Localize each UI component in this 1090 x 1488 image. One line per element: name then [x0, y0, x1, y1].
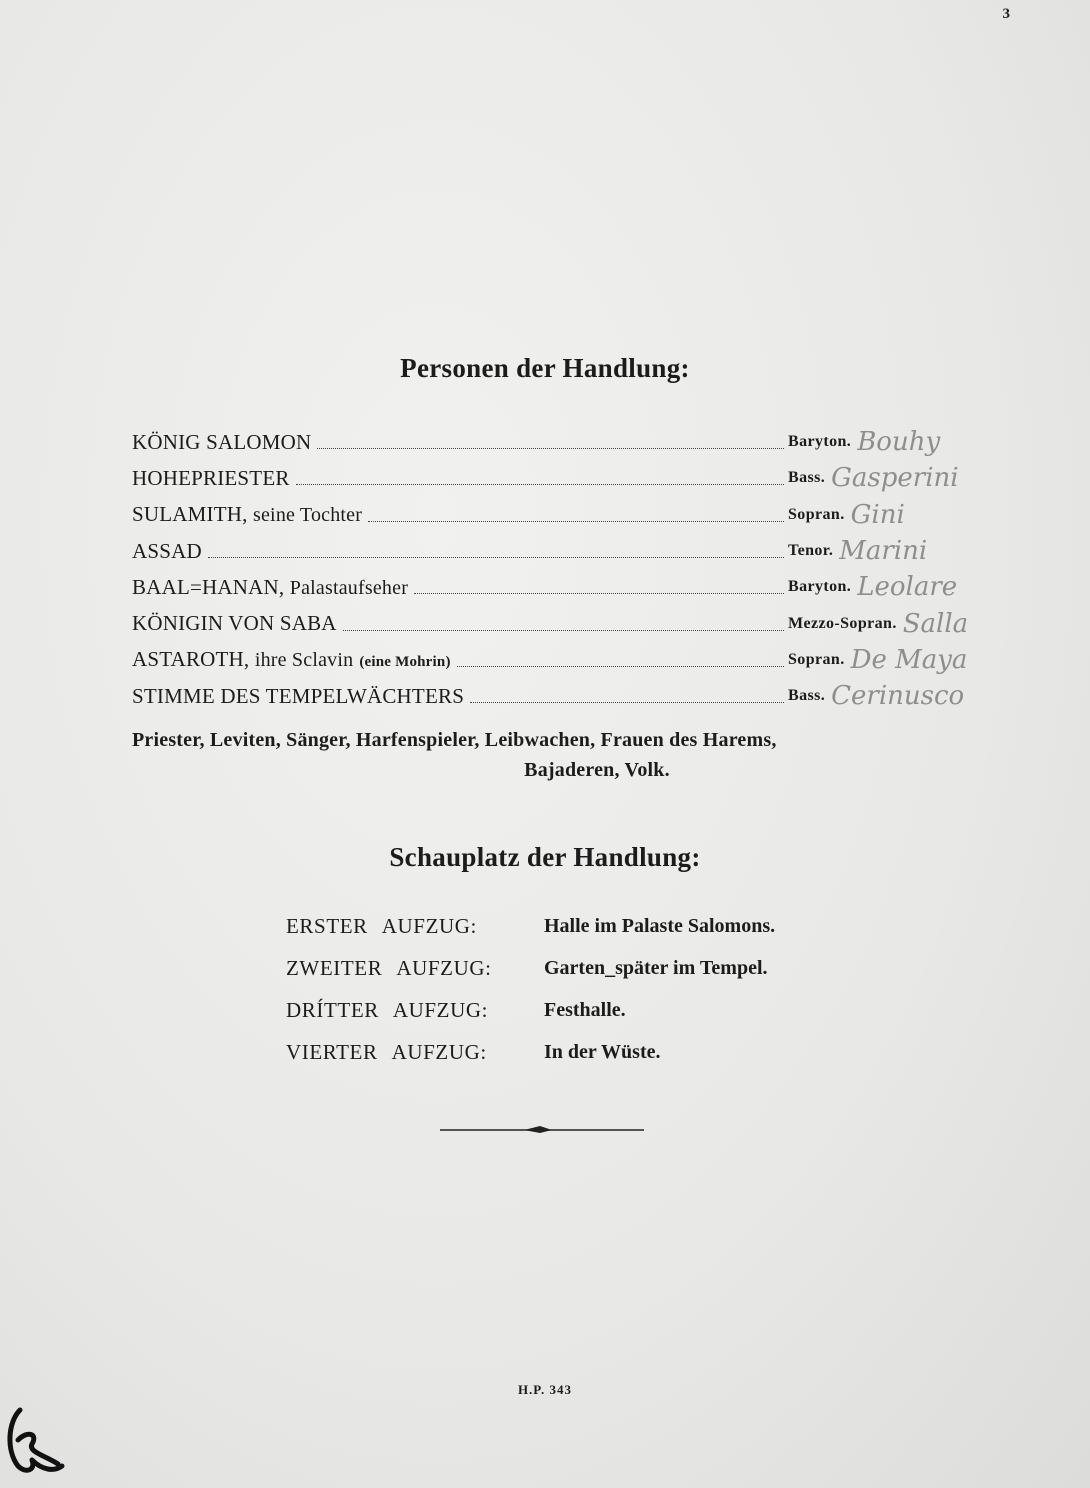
cast-row: [132, 678, 1062, 714]
voice-type: Bass.: [788, 687, 826, 705]
role-name: ASTAROTH, ihre Sclavin (eine Mohrin): [132, 647, 451, 672]
role-description: seine Tochter: [253, 504, 363, 527]
leader-dots: [414, 592, 784, 594]
leader-dots: [470, 701, 784, 703]
cast-row: [132, 424, 1062, 460]
voice-type: Sopran.: [788, 505, 845, 523]
act-row: [286, 905, 886, 947]
handwritten-singer: Gini: [850, 499, 905, 530]
act-label: VIERTER AUFZUG:: [286, 1039, 487, 1064]
acts-list: [286, 905, 886, 1073]
library-stamp-icon: [2, 1400, 72, 1480]
voice-type: Bass.: [788, 469, 826, 487]
ensemble-line-2: Bajaderen, Volk.: [524, 759, 670, 781]
leader-dots: [457, 665, 784, 667]
role-name: SULAMITH, seine Tochter: [132, 502, 363, 527]
act-label: DRÍTTER AUFZUG:: [286, 997, 489, 1022]
leader-dots: [296, 483, 784, 485]
voice-type: Mezzo-Sopran.: [788, 614, 897, 632]
role-name: KÖNIGIN VON SABA: [132, 611, 337, 636]
role-name: STIMME DES TEMPELWÄCHTERS: [132, 683, 465, 708]
cast-list: [132, 424, 1062, 714]
act-row: [286, 947, 886, 989]
voice-type: Baryton.: [788, 433, 852, 451]
cast-heading: Personen der Handlung:: [400, 353, 690, 383]
act-row: [286, 1031, 886, 1073]
role-name: HOHEPRIESTER: [132, 465, 290, 490]
handwritten-singer: Gasperini: [831, 463, 959, 494]
act-place: In der Wüste.: [544, 1040, 661, 1063]
cast-row: [132, 533, 1062, 569]
page-number: 3: [1002, 6, 1010, 22]
handwritten-singer: Marini: [839, 536, 928, 567]
leader-dots: [317, 447, 784, 449]
role-name: ASSAD: [132, 538, 202, 563]
act-place: Halle im Palaste Salomons.: [544, 914, 776, 937]
leader-dots: [368, 520, 784, 522]
voice-type: Sopran.: [788, 650, 845, 668]
act-label: ZWEITER AUFZUG:: [286, 955, 492, 980]
setting-heading: Schauplatz der Handlung:: [389, 842, 701, 872]
handwritten-singer: Leolare: [857, 572, 958, 603]
role-description: Palastaufseher: [289, 576, 409, 599]
ensemble-list: [132, 725, 962, 785]
act-place: Garten_später im Tempel.: [544, 956, 768, 979]
cast-row: [132, 497, 1062, 533]
act-label: ERSTER AUFZUG:: [286, 913, 477, 938]
role-description: ihre Sclavin: [254, 649, 354, 672]
ensemble-line-1: Priester, Leviten, Sänger, Harfenspieler, Leibwachen, Frauen des Harems,: [132, 729, 777, 751]
act-place: Festhalle.: [544, 998, 626, 1021]
role-name: KÖNIG SALOMON: [132, 429, 312, 454]
handwritten-singer: De Maya: [850, 644, 968, 675]
voice-type: Baryton.: [788, 578, 852, 596]
cast-row: [132, 642, 1062, 678]
leader-dots: [343, 629, 784, 631]
cast-row: [132, 569, 1062, 605]
cast-row: [132, 605, 1062, 641]
cast-row: [132, 460, 1062, 496]
handwritten-singer: Salla: [902, 608, 969, 639]
voice-type: Tenor.: [788, 542, 834, 560]
divider-ornament-icon: [440, 1120, 644, 1140]
leader-dots: [208, 556, 784, 558]
handwritten-singer: Cerinusco: [831, 681, 965, 712]
role-note: (eine Mohrin): [359, 654, 451, 671]
act-row: [286, 989, 886, 1031]
handwritten-singer: Bouhy: [857, 427, 941, 458]
role-name: BAAL=HANAN, Palastaufseher: [132, 574, 409, 599]
plate-number: H.P. 343: [517, 1382, 573, 1397]
